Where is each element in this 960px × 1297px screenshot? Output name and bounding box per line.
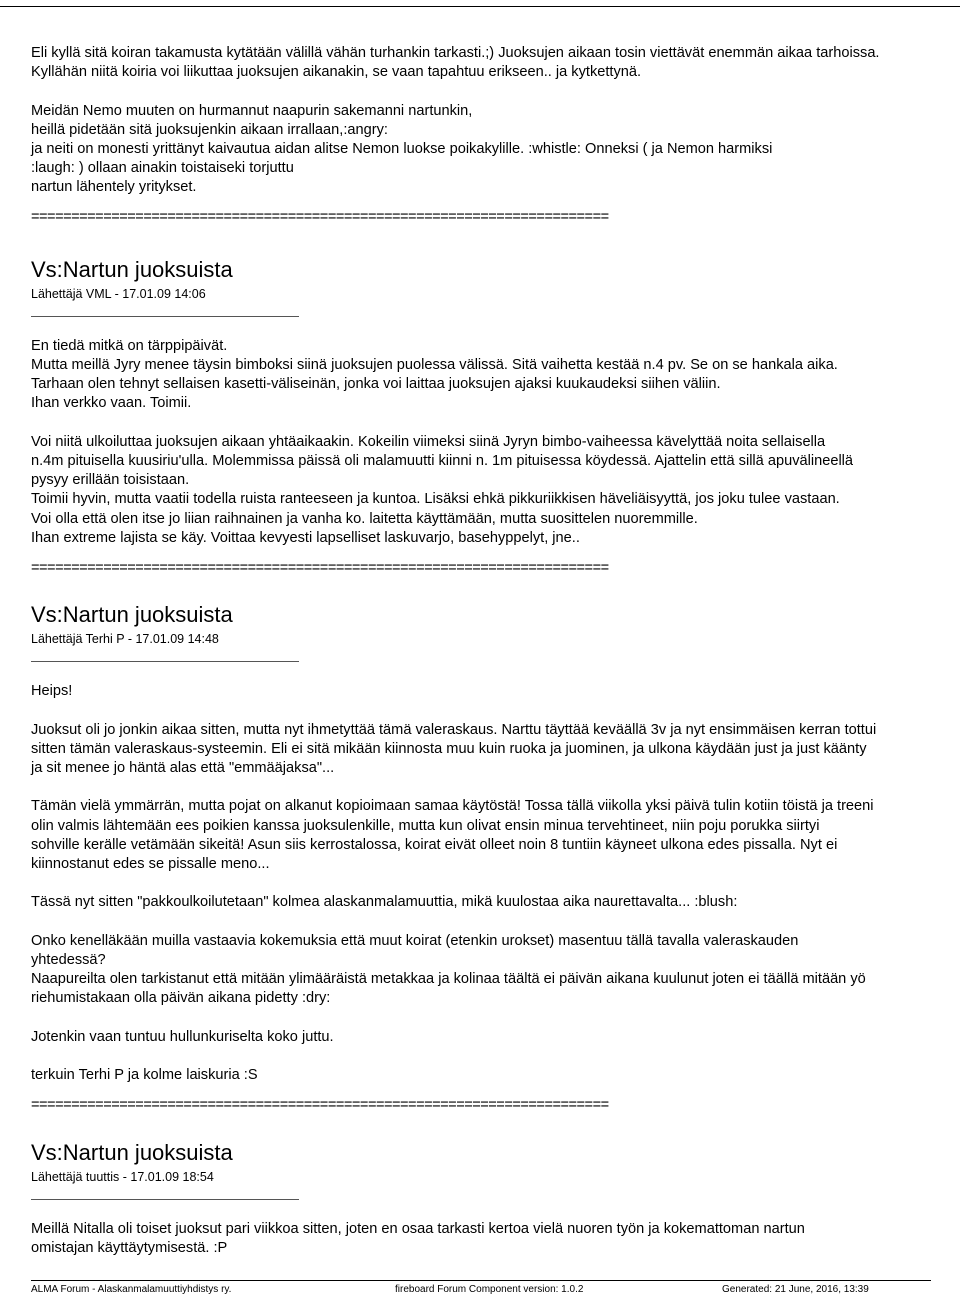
footer-rule xyxy=(31,1280,931,1281)
text-line: Ihan verkko vaan. Toimii. xyxy=(31,395,192,412)
text-line: ja neiti on monesti yrittänyt kaivautua aidan alitse Nemon luokse poikakylille. :whistle: Onneksi ( ja Nemon harmiksi xyxy=(31,141,773,157)
post-separator: ======================================================================== xyxy=(31,1097,609,1114)
blank-line xyxy=(31,913,960,932)
post-title: Vs:Nartun juoksuista xyxy=(31,1139,233,1165)
post-divider xyxy=(31,1199,299,1200)
text-line: Tässä nyt sitten "pakkoulkoilutetaan" kolmea alaskanmalamuuttia, mikä kuulostaa aika naurettavalta... :blush: xyxy=(31,894,738,911)
blank-line xyxy=(31,1047,960,1066)
text-line: Juoksut oli jo jonkin aikaa sitten, mutta nyt ihmetyttää tämä valeraskaus. Narttu täyttää keväällä 3v ja nyt ensimmäisen kerran tottui xyxy=(31,721,877,738)
post-separator: ======================================================================== xyxy=(31,560,609,577)
text-line: terkuin Terhi P ja kolme laiskuria :S xyxy=(31,1067,258,1084)
text-line: Kyllähän niitä koiria voi liikuttaa juoksujen aikanakin, se vaan tapahtuu erikseen.. ja kytkettynä. xyxy=(31,64,642,81)
footer-site-name: ALMA Forum - Alaskanmalamuuttiyhdistys ry. xyxy=(31,1284,232,1295)
text-line: En tiedä mitkä on tärppipäivät. xyxy=(31,337,228,354)
text-line: Naapureilta olen tarkistanut että mitään ylimääräistä metakkaa ja kolinaa täältä ei päivän aikana kuulunut joten ei täällä mitään yö xyxy=(31,971,866,988)
text-line: Mutta meillä Jyry menee täysin bimboksi siinä juoksujen puolessa välissä. Sitä vaihetta kestää n.4 pv. Se on se hankala aika. xyxy=(31,357,838,374)
text-line: sitten tämän valeraskaus-systeemin. Eli ei sitä mikään kiinnosta muu kuin ruoka ja juominen, ja ulkona käydään just ja just käänty xyxy=(31,740,867,757)
text-line: Ihan extreme lajista se käy. Voittaa kevyesti lapselliset laskuvarjo, basehyppelyt, jne.. xyxy=(31,529,580,546)
text-line: nartun lähentely yritykset. xyxy=(31,179,197,196)
text-line: pysyy erillään toisistaan. xyxy=(31,472,190,489)
forum-post xyxy=(31,257,960,548)
post-divider xyxy=(31,316,299,317)
top-rule xyxy=(0,6,960,7)
blank-line xyxy=(31,874,960,893)
text-line: Voi olla että olen itse jo liian raihnainen ja vanha ko. laitetta käyttämään, mutta suosittelen nuoremmille. xyxy=(31,510,698,527)
post-meta: Lähettäjä VML - 17.01.09 14:06 xyxy=(31,286,206,301)
text-line: Tarhaan olen tehnyt sellaisen kasetti-väliseinän, jonka voi laittaa juoksujen ajaksi kuukaudeksi siihen väliin. xyxy=(31,376,721,393)
post-body xyxy=(31,682,960,1085)
post-body xyxy=(31,1220,960,1258)
text-line: sohville kerälle vetämään sikeitä! Asun siis kerrostalossa, koirat eivät olleet noin 8 tuntiin käyneet ulkona edes pissalla. Nyt ei xyxy=(31,836,838,853)
text-line: ja sit menee jo häntä alas että "emmääjaksa"... xyxy=(31,760,335,777)
blank-line xyxy=(31,778,960,797)
post-title: Vs:Nartun juoksuista xyxy=(31,602,233,628)
post-separator: ======================================================================== xyxy=(31,208,609,225)
text-line: :laugh: ) ollaan ainakin toistaiseki torjuttu xyxy=(31,160,294,177)
text-line: Onko kenelläkään muilla vastaavia kokemuksia että muut koirat (etenkin urokset) masentuu tällä tavalla valeraskauden xyxy=(31,932,799,949)
text-line: Eli kyllä sitä koiran takamusta kytätään välillä vähän turhankin tarkasti.;) Juoksujen aikaan tosin viettävät enemmän aikaa tarhoissa. xyxy=(31,45,880,61)
post-meta: Lähettäjä tuuttis - 17.01.09 18:54 xyxy=(31,1169,214,1184)
text-line: Heips! xyxy=(31,683,73,700)
forum-post xyxy=(31,602,960,1085)
text-line: yhtedessä? xyxy=(31,952,106,969)
text-line: n.4m pituisella kuusiriu'ulla. Molemmissa päissä oli malamuutti kiinni n. 1m pituisessa köydessä. Ajattelin että sillä apuvälineellä xyxy=(31,453,854,470)
footer-component-version: fireboard Forum Component version: 1.0.2 xyxy=(395,1284,584,1295)
post-divider xyxy=(31,661,299,662)
text-line: Jotenkin vaan tuntuu hullunkuriselta koko juttu. xyxy=(31,1028,334,1045)
text-line: omistajan käyttäytymisestä. :P xyxy=(31,1239,228,1256)
post-body xyxy=(31,337,960,548)
text-line: Meillä Nitalla oli toiset juoksut pari viikkoa sitten, joten en osaa tarkasti kertoa vielä nuoren työn ja kokemattoman nartun xyxy=(31,1220,805,1237)
text-line: olin valmis lähtemään ees poikien kanssa juoksulenkille, mutta kun olivat ensin minua tervehtineet, niin poju porukka siirtyi xyxy=(31,817,820,834)
post-meta: Lähettäjä Terhi P - 17.01.09 14:48 xyxy=(31,632,219,647)
text-line: Meidän Nemo muuten on hurmannut naapurin sakemanni nartunkin, xyxy=(31,102,473,119)
blank-line xyxy=(31,82,960,101)
text-line: kiinnostanut edes se pissalle meno... xyxy=(31,856,270,873)
footer-generated-date: Generated: 21 June, 2016, 13:39 xyxy=(722,1284,869,1295)
blank-line xyxy=(31,1009,960,1028)
post-title: Vs:Nartun juoksuista xyxy=(31,256,233,282)
intro-text xyxy=(31,44,960,198)
blank-line xyxy=(31,701,960,720)
blank-line xyxy=(31,414,960,433)
text-line: Toimii hyvin, mutta vaatii todella ruista ranteeseen ja kuntoa. Lisäksi ehkä pikkuriikkisen häveliäisyyttä, jos joku tulee vastaan. xyxy=(31,491,840,508)
text-line: heillä pidetään sitä juoksujenkin aikaan irrallaan,:angry: xyxy=(31,121,388,138)
page-content xyxy=(31,44,960,1258)
text-line: Tämän vielä ymmärrän, mutta pojat on alkanut kopioimaan samaa käytöstä! Tossa tällä viikolla yksi päivä tulin kotiin töistä ja treeni xyxy=(31,798,874,815)
forum-post xyxy=(31,1140,960,1258)
text-line: riehumistakaan olla päivän aikana pidetty :dry: xyxy=(31,990,331,1007)
text-line: Voi niitä ulkoiluttaa juoksujen aikaan yhtäaikaakin. Kokeilin viimeksi siinä Jyryn bimbo-vaiheessa kävelyttää noita sellaisella xyxy=(31,433,826,450)
